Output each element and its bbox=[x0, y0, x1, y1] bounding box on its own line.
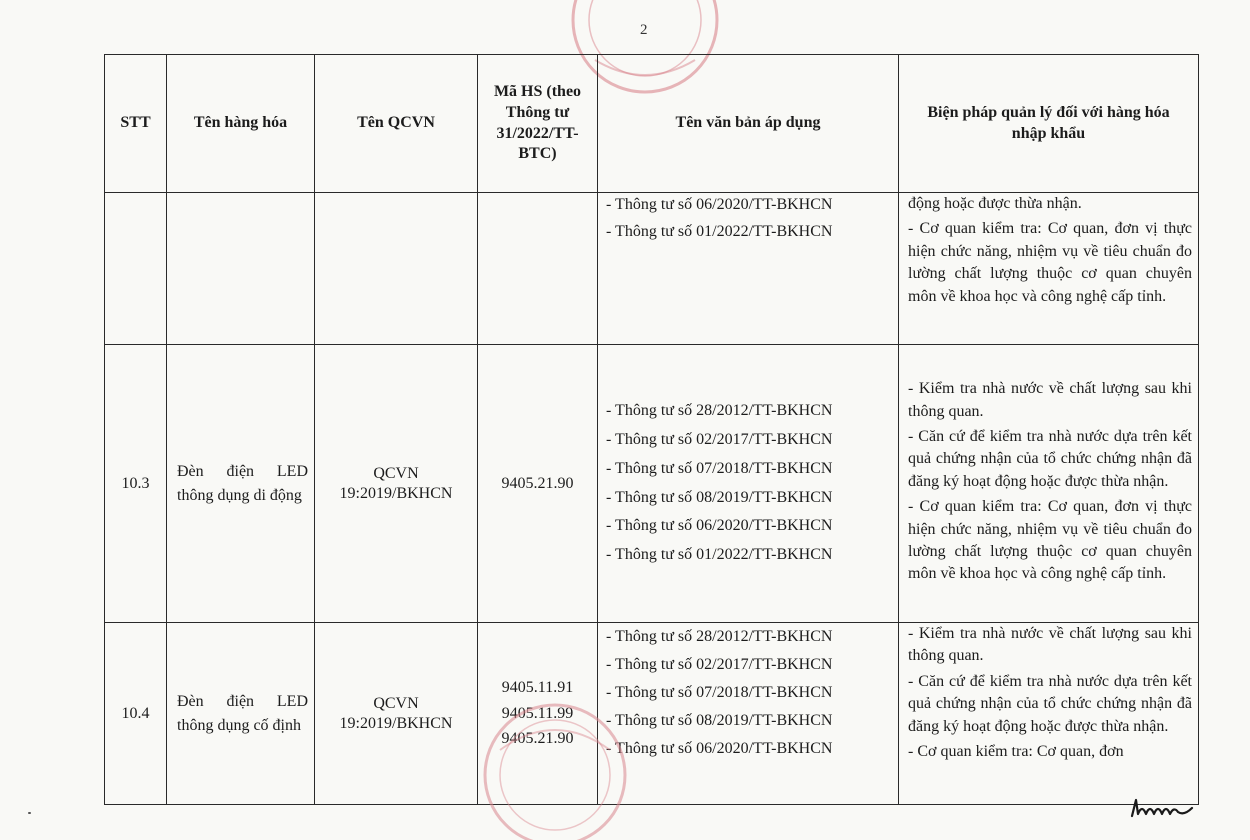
cell-measures bbox=[899, 623, 1199, 805]
cell-goods-name: Đèn điện LED thông dụng di động bbox=[167, 345, 315, 623]
document-line: - Thông tư số 02/2017/TT-BKHCN bbox=[606, 656, 833, 673]
signature-icon bbox=[1128, 796, 1198, 822]
document-line: - Thông tư số 08/2019/TT-BKHCN bbox=[606, 488, 833, 506]
cell-stt: 10.3 bbox=[105, 345, 167, 623]
header-goods-name: Tên hàng hóa bbox=[167, 55, 315, 193]
header-qcvn: Tên QCVN bbox=[315, 55, 478, 193]
document-line: - Thông tư số 02/2017/TT-BKHCN bbox=[606, 430, 833, 448]
cell-goods-empty bbox=[167, 193, 315, 345]
cell-hs-code bbox=[478, 623, 598, 805]
header-measures: Biện pháp quản lý đối với hàng hóa nhập khẩu bbox=[899, 55, 1199, 193]
measure-text: - Kiểm tra nhà nước về chất lượng sau khi thông quan. bbox=[908, 625, 1192, 665]
measure-text: động hoặc được thừa nhận. bbox=[908, 195, 1082, 212]
measure-text: - Kiểm tra nhà nước về chất lượng sau khi thông quan. bbox=[908, 380, 1192, 420]
cell-stt: 10.4 bbox=[105, 623, 167, 805]
document-line: - Thông tư số 06/2020/TT-BKHCN bbox=[606, 740, 833, 757]
cell-measures bbox=[899, 345, 1199, 623]
qcvn-line: 19:2019/BKHCN bbox=[339, 484, 453, 502]
qcvn-line: QCVN bbox=[373, 694, 419, 712]
cell-documents bbox=[598, 623, 899, 805]
cell-stt-empty bbox=[105, 193, 167, 345]
qcvn-line: 19:2019/BKHCN bbox=[339, 714, 453, 732]
header-documents: Tên văn bản áp dụng bbox=[598, 55, 899, 193]
document-line: - Thông tư số 07/2018/TT-BKHCN bbox=[606, 684, 833, 701]
document-line: - Thông tư số 28/2012/TT-BKHCN bbox=[606, 402, 833, 420]
header-hs-code: Mã HS (theo Thông tư 31/2022/TT-BTC) bbox=[478, 55, 598, 193]
table-row bbox=[105, 623, 1199, 805]
table-header-row bbox=[105, 55, 1199, 193]
cell-qcvn-empty bbox=[315, 193, 478, 345]
measure-text: - Cơ quan kiểm tra: Cơ quan, đơn vị thực hiện chức năng, nhiệm vụ về tiêu chuẩn đo lường chất lượng thuộc cơ quan chuyên môn về khoa học và công nghệ cấp tỉnh. bbox=[908, 498, 1192, 583]
scan-speck bbox=[28, 812, 31, 814]
hs-code: 9405.11.91 bbox=[501, 679, 574, 697]
document-line: - Thông tư số 07/2018/TT-BKHCN bbox=[606, 459, 833, 477]
cell-hs-empty bbox=[478, 193, 598, 345]
table-row bbox=[105, 345, 1199, 623]
document-line: - Thông tư số 28/2012/TT-BKHCN bbox=[606, 628, 833, 645]
cell-measures bbox=[899, 193, 1199, 345]
document-line: - Thông tư số 06/2020/TT-BKHCN bbox=[606, 517, 833, 535]
header-stt: STT bbox=[105, 55, 167, 193]
measure-text: - Cơ quan kiểm tra: Cơ quan, đơn bbox=[908, 742, 1124, 760]
regulation-table bbox=[104, 54, 1199, 805]
document-line: - Thông tư số 01/2022/TT-BKHCN bbox=[606, 546, 833, 564]
qcvn-line: QCVN bbox=[373, 464, 419, 482]
document-line: - Thông tư số 08/2019/TT-BKHCN bbox=[606, 712, 833, 729]
cell-qcvn bbox=[315, 345, 478, 623]
hs-code: 9405.21.90 bbox=[501, 730, 574, 748]
document-line: - Thông tư số 06/2020/TT-BKHCN bbox=[606, 196, 833, 213]
measure-text: - Căn cứ để kiểm tra nhà nước dựa trên kết quả chứng nhận của tổ chức chứng nhận đã đăng ký hoạt động hoặc được thừa nhận. bbox=[908, 672, 1192, 735]
cell-documents bbox=[598, 345, 899, 623]
measure-text: - Cơ quan kiểm tra: Cơ quan, đơn vị thực hiện chức năng, nhiệm vụ về tiêu chuẩn đo lường chất lượng thuộc cơ quan chuyên môn về khoa học và công nghệ cấp tỉnh. bbox=[908, 220, 1192, 305]
cell-hs-code bbox=[478, 345, 598, 623]
document-line: - Thông tư số 01/2022/TT-BKHCN bbox=[606, 222, 833, 240]
hs-code: 9405.21.90 bbox=[501, 474, 574, 492]
cell-documents bbox=[598, 193, 899, 345]
measure-text: - Căn cứ để kiểm tra nhà nước dựa trên kết quả chứng nhận của tổ chức chứng nhận đã đăng ký hoạt động hoặc được thừa nhận. bbox=[908, 428, 1192, 490]
hs-code: 9405.11.99 bbox=[501, 704, 574, 722]
page-number: 2 bbox=[640, 22, 648, 38]
cell-goods-name: Đèn điện LED thông dụng cố định bbox=[167, 623, 315, 805]
table-row-continuation bbox=[105, 193, 1199, 345]
cell-qcvn bbox=[315, 623, 478, 805]
